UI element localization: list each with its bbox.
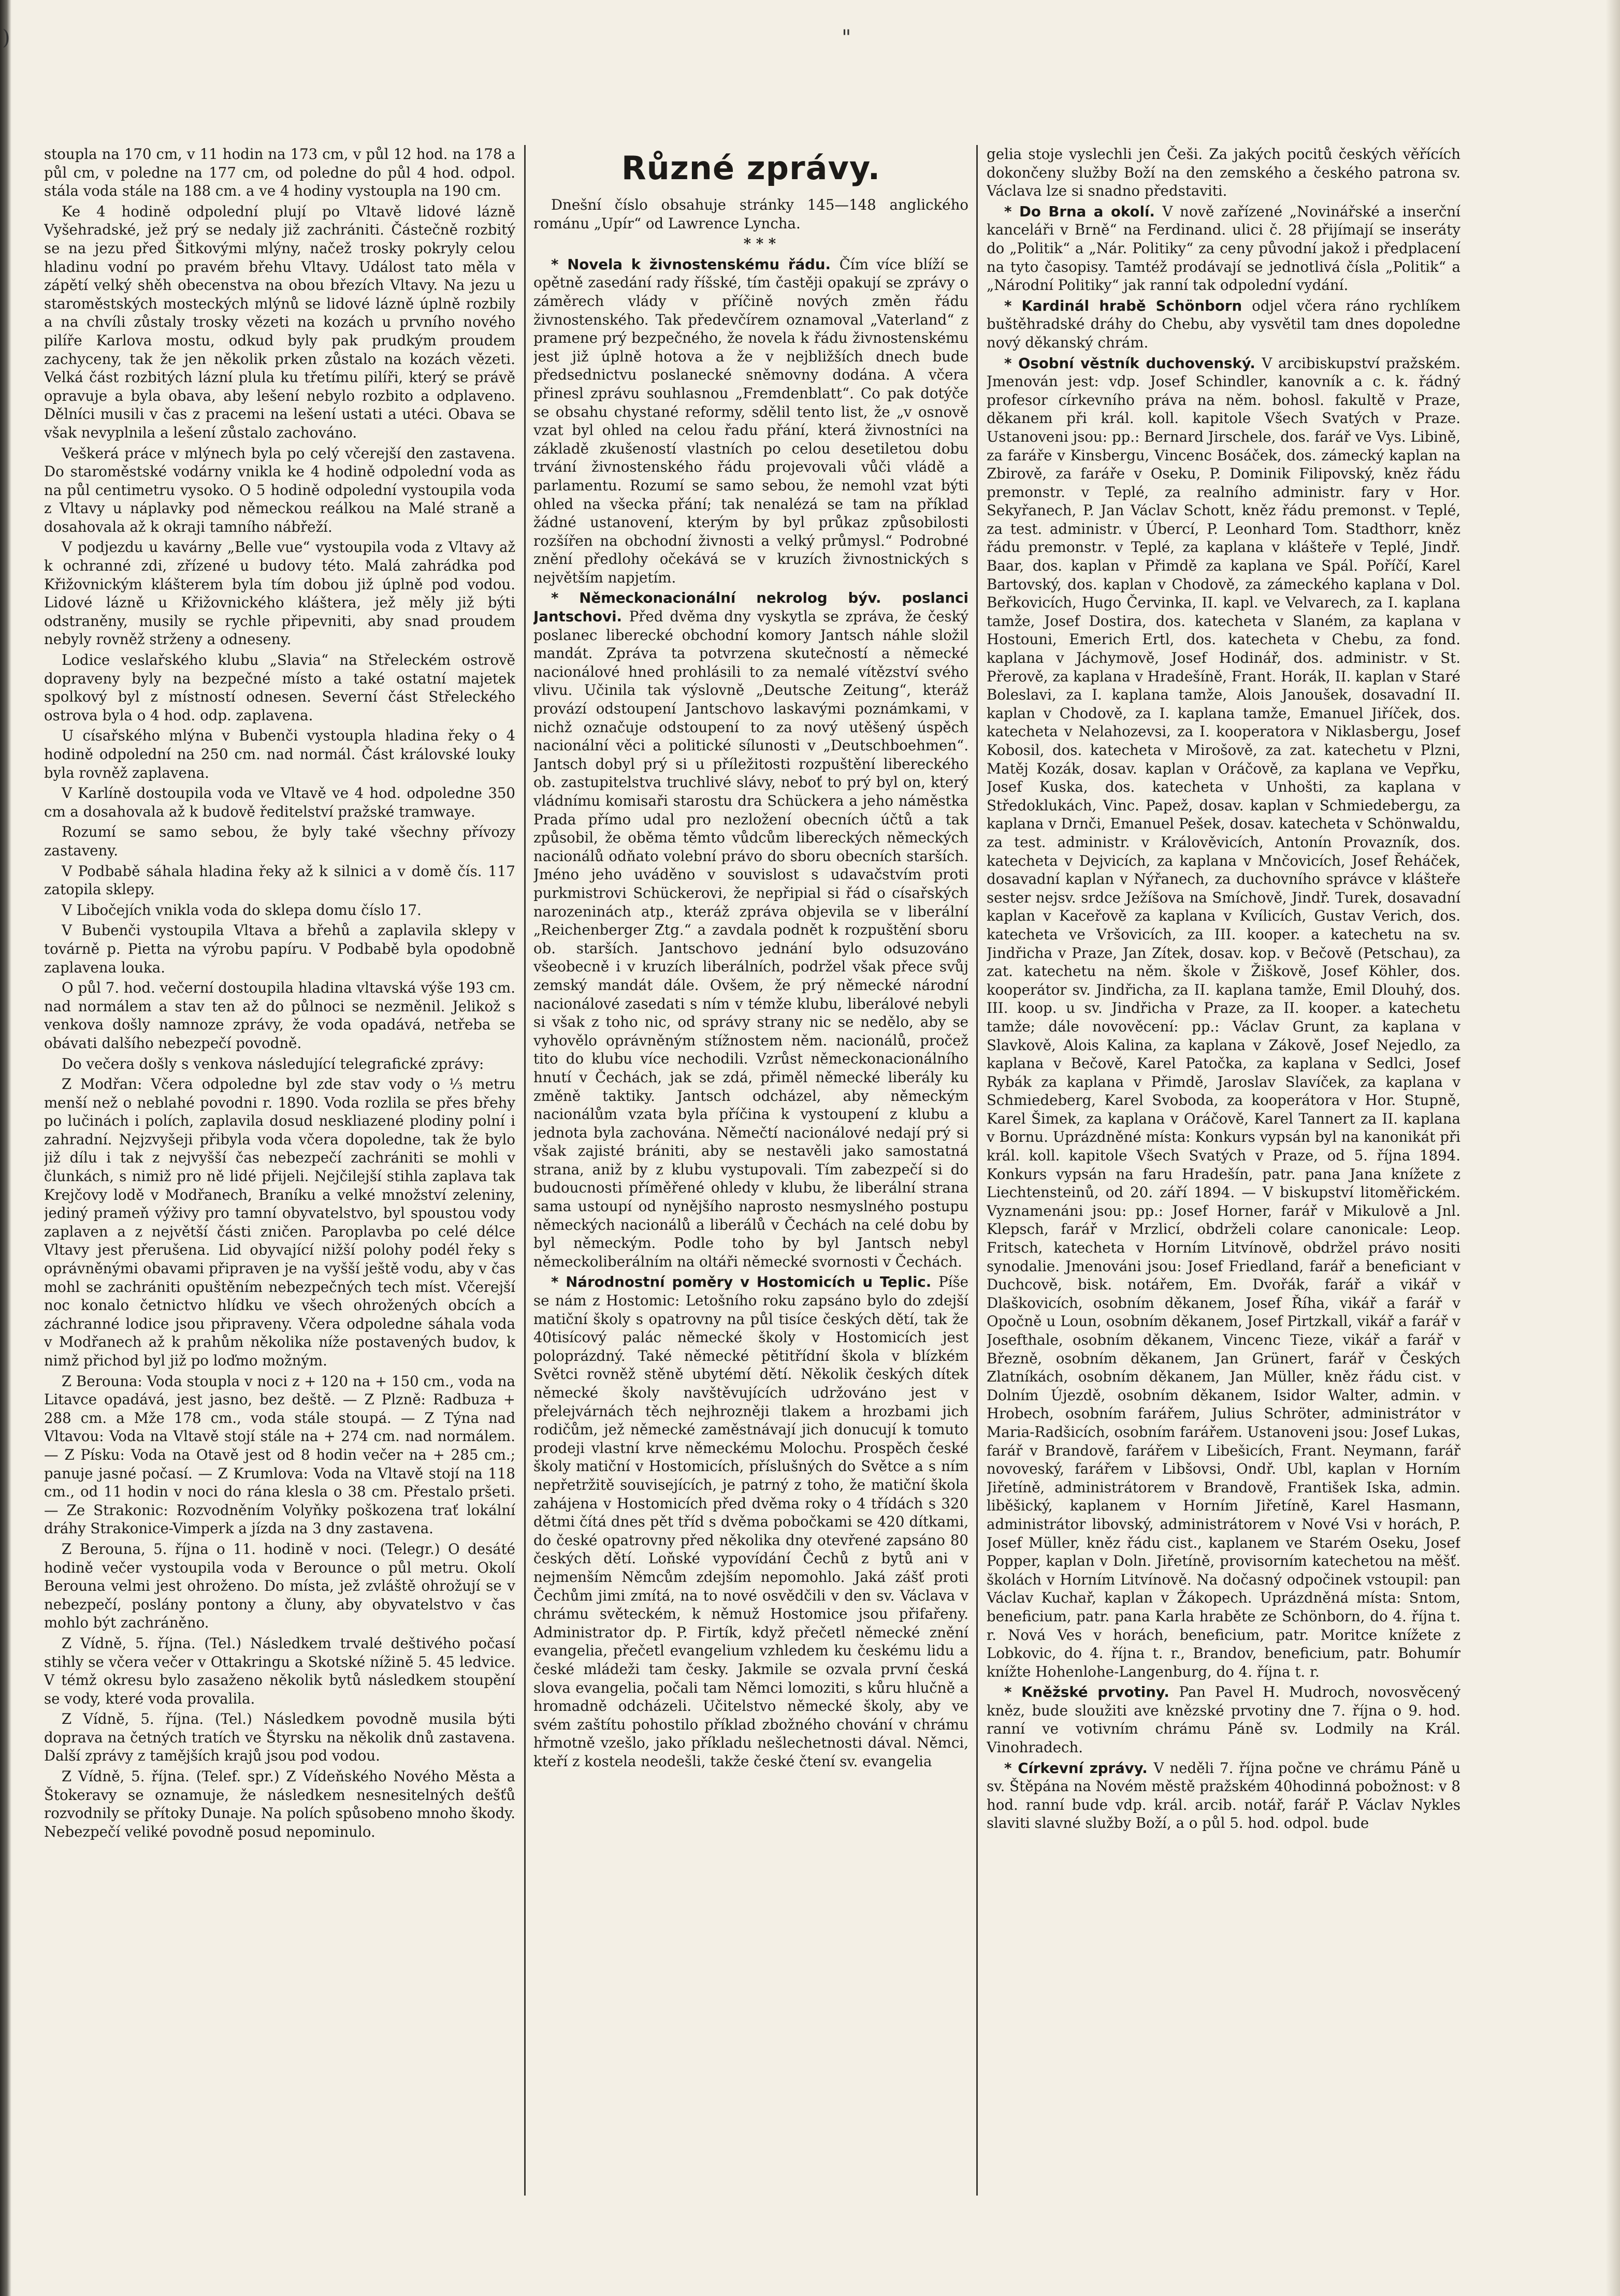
news-item-title: * Kněžské prvotiny. [1004,1683,1179,1701]
news-item [533,255,968,587]
news-item-text: V arcibiskupství pražském. Jmenován jest: vdp. Josef Schindler, kanovník a c. k. řádný profesor církevního práva na něm. bohosl. fakultě v Praze, děkanem při král. koll. kapitole Všech Svatých v Praze. Ustanoveni jsou: pp.: Bernard Jirschele, dos. farář ve Vys. Libině, za faráře v Kinsbergu, Vincenc Bosáček, dos. zámecký kaplan na Zbirově, za faráře v Oseku, P. Dominik Filipovský, kněz řádu premonstr. v Teplé, za realního administr. fary v Hor. Sekyřanech, P. Jan Václav Schott, kněz řádu premonst. v Teplé, za test. administr. v Úbercí, P. Leonhard Tom. Stadthorr, kněz řádu premonstr. v Teplé, za kaplana v klášteře v Teplé, Jindř. Baar, dos. kaplan v Přimdě za kaplana ve Spál. Poříčí, Karel Bartovský, dos. kaplan v Chodově, za zámeckého kaplana v Dol. Beřkovicích, Hugo Červinka, II. kapl. ve Velvarech, za I. kaplana tamže, Josef Dostira, dos. katecheta v Slaném, za kaplana v Hostouni, Emerich Ertl, dos. katecheta v Chebu, za fond. kaplana v Jáchymově, Josef Hodinář, dos. administr. v St. Přerově, za kaplana v Hradešíně, Frant. Horák, II. kaplan v Staré Boleslavi, za I. kaplana tamže, Alois Janoušek, dosavadní II. kaplan v Chodově, za I. kaplana tamže, Emanuel Jiříček, dos. katecheta v Nelahozevsi, za I. kooperatora v Niklasbergu, Josef Kobosil, dos. katecheta v Mirošově, za zat. katechetu v Plzni, Matěj Kozák, dosav. kaplan v Oráčově, za kaplana ve Vepřku, Josef Kuska, dos. katecheta v Unhošti, za kaplana v Středoklukách, Vinc. Papež, dosav. kaplan v Schmiedebergu, za kaplana v Drnči, Emanuel Pešek, dosav. katecheta v Schönwaldu, za test. administr. v Králověvicích, Antonín Provazník, dos. katecheta v Dejvicích, za kaplana v Mnčovicích, Josef Řeháček, dosavadní kaplan v Nýřanech, za duchovního správce v klášteře sester nejsv. srdce Ježíšova na Smíchově, Jindř. Turek, dosavadní kaplan v Kaceřově za kaplana v Kvílicích, Gustav Verich, dos. katecheta ve Vršovicích, za III. kooper. a katechetu na sv. Jindřicha v Praze, Jan Zítek, dosav. kop. v Bečově (Petschau), za zat. katechetu na něm. škole v Žiškově, Josef Köhler, dos. kooperátor sv. Jindřicha, za II. kaplana tamže, Emil Dlouhý, dos. III. koop. u sv. Jindřicha v Praze, za II. kooper. a katechetu tamže; dále novověcení: pp.: Václav Grunt, za kaplana v Slavkově, Alois Kalina, za kaplana v Zákově, Josef Nejedlo, za kaplana v Bečově, Karel Patočka, za kaplana v Sedlci, Josef Rybák za kaplana v Přimdě, Jaroslav Slavíček, za kaplana v Schmiedeberg, Karel Svoboda, za kooperátora v Hor. Stupně, Karel Šimek, za kaplana v Oráčově, Karel Tannert za II. kaplana v Bornu. Uprázdněné místa: Konkurs vypsán byl na kanonikát při král. koll. kapitole Všech Svatých v Praze, od 5. října 1894. Konkurs vypsán na faru Hradešín, patr. pana Jana knížete z Liechtensteinů, od 20. září 1894. — V biskupství litoměřickém. Vyznamenáni jsou: pp.: Josef Horner, farář v Mikulově a Jnl. Klepsch, farář v Mrzlicí, obdrželi colare canonicale: Leop. Fritsch, katecheta v Horním Litvínově, obdržel právo nositi synodalie. Jmenováni jsou: Josef Friedland, farář a beneficiant v Duchcově, bisk. notářem, Em. Dvořák, farář a vikář v Dlaškovicích, osobním děkanem, Josef Říha, vikář a farář v Opočně u Loun, osobním děkanem, Josef Pirtzkall, vikář a farář v Josefthale, osobním děkanem, Vincenc Tieze, vikář a farář v Březně, osobním děkanem, Jan Grünert, farář v Českých Zlatníkách, osobním děkanem, Jan Müller, kněz řádu cist. v Dolním Újezdě, osobním děkanem, Isidor Walter, admin. v Hrobech, osobním farářem, Julius Schröter, administrátor v Maria-Radšicích, osobním farářem. Ustanoveni jsou: Josef Lukas, farář v Brandově, farářem v Libešicích, Frant. Neymann, farář novoveský, farářem v Libšovsi, Ondř. Ubl, kaplan v Horním Jiřetíně, administrátorem v Brandově, František Iska, admin. liběšický, kaplanem v Horním Jiřetíně, Karel Hasmann, administrátor libovský, administrátorem v Nové Vsi v horách, P. Josef Müller, kněz řádu cist., kaplanem ve Starém Oseku, Josef Popper, kaplan v Doln. Jiřetíně, provisorním katechetou na měšť. školách v Horním Litvínově. Na dočasný odpočinek vstoupil: pan Václav Kuchař, kaplan v Žákopech. Uprázdněná místa: Sntom, beneficium, patr. pana Karla hraběte ze Schönborn, do 4. října t. r. Nová Ves v horách, beneficium, patr. Moritce knížete z Lobkovic, do 4. října t. r., Brandov, beneficium, patr. Bohumír knížte Hohenlohe-Langenburg, do 4. října t. r. [987,354,1460,1680]
flood-paragraph: Z Berouna: Voda stoupla v noci z + 120 na + 150 cm., voda na Litavce opadává, jest jasno, bez deště. — Z Plzně: Radbuza + 288 cm. a Mže 178 cm., voda stále stoupá. — Z Týna nad Vltavou: Voda na Vltavě stojí stále na + 274 cm. nad normálem. — Z Písku: Voda na Otavě jest od 8 hodin večer na + 285 cm.; panuje jasné počasí. — Z Krumlova: Voda na Vltavě stojí na 118 cm., od 11 hodin v noci do rána klesla o 38 cm. Přestalo pršeti. — Ze Strakonic: Rozvodněním Volyňky poškozena trať lokální dráhy Strakonice-Vimperk a jízda na 3 dny zastavena. [44,1372,515,1537]
separator-stars: * * * [743,235,776,253]
news-item-text: Před dvěma dny vyskytla se zpráva, že český poslanec liberecké obchodní komory Jantsch náhle složil mandát. Zpráva ta potvrzena skutečností a německé nacionálové hned prohlásili to za nemalé vítězství svého vlivu. Učinila tak výslovně „Deutsche Zeitung“, kteráž provází odstoupení Jantschovo laskavými poznámkami, v nichž označuje odstoupení to za nový utěšený úspěch nacionální věci a politické sílunosti v „Deutschboehmen“. Jantsch dobyl prý si u příležitosti rozpuštění libereckého ob. zastupitelstva truchlivé slávy, neboť to prý byl on, který vládnímu komisaři starostu dra Schückera a jeho náměstka Prada přímo udal pro nezložení obecních účtů a tak způsobil, že oběma těmto vůdcům libereckých německých nacionálů odňato volební právo do sboru obecních starších. Jméno jeho uváděno v souvislost s udavačstvím proti purkmistrovi Schückerovi, že nepřipial si řád o císařských narozeninách atp., kteráž zpráva objevila se v liberální „Reichenberger Ztg.“ a zavdala podnět k rozpuštění sboru ob. starších. Jantschovo jednání bylo odsuzováno všeobecně i v kruzích liberálních, podržel však přece svůj zemský mandát dále. Ovšem, že prý německé národní nacionálové zasedati s ním v témže klubu, liberálové nebyli si však z toho nic, od správy strany nic se nedělo, aby se vyhovělo oprávněným stížnostem něm. nacionálů, pročež tito do klubu více nechodili. Vzrůst německonacionálního hnutí v Čechách, jak se zdá, přiměl německé liberály ku změně taktiky. Jantsch odcházel, aby německým nacionálům vzata byla příčina k vystoupení z klubu a jednota byla zachována. Němečtí nacionálové nedají prý si však zajisté brániti, aby se nestavěli jako samostatná strana, aniž by z klubu vystupovali. Tím zabezpečí si do budoucnosti příměřené ohledy v klubu, že liberální strana sama ustoupí od nynějšího naprosto nesmyslného postupu německých nacionálů a liberálů v Čechách na celé dobu by byl německým. Podle toho by byl Jantsch nebyl německoliberálním na oltáři německé svornosti v Čechách. [533,608,968,1270]
news-item-text: Čím více blíží se opětně zasedání rady říšské, tím častěji opakují se zprávy o záměrech vlády v příčině nových změn řádu živnostenského. Tak předevčírem oznamoval „Vaterland“ z pramene prý bezpečného, že novela k řádu živnostenskému jest již úplně hotova a že v nejbližších dnech bude předsednictvu poslanecké sněmovny dodána. A včera přinesl zprávu souhlasnou „Fremdenblatt“. Co pak dotýče se obsahu chystané reformy, sdělil tento list, že „v osnově vzat byl ohled na celou řadu přání, která živnostníci na základě zkušeností vlastních po celou desetiletou dobu trvání živnostenského řádu projevovali vůči vládě a parlamentu. Rozumí se samo sebou, že nemohl vzat býti ohled na všecka přání; tak nenalézá se tam na příklad žádné ustanovení, kterým by byl průkaz způsobilosti rozšířen na obchodní živnosti a velký průmysl.“ Podrobné znění předlohy očekává se v kruzích živnostnických s největším napjetím. [533,255,968,586]
scan-edge-right [1605,0,1620,2296]
news-item-text: odjel včera ráno rychlíkem buštěhradské dráhy do Chebu, aby vysvětil tam dnes dopoledne nový děkanský chrám. [987,297,1460,351]
flood-paragraph: Veškerá práce v mlýnech byla po celý včerejší den zastavena. Do staroměstské vodárny vnikla ke 4 hodině odpolední voda as na půl centimetru vysoko. O 5 hodině odpolední vystoupila voda z Vltavy u náplavky pod německou reálkou na Malé straně a dosahovala až k okraji tamního nábřeží. [44,444,515,535]
news-item [987,354,1460,1681]
column-church-news [987,145,1460,2211]
flood-paragraph: V podjezdu u kavárny „Belle vue“ vystoupila voda z Vltavy až k ochranné zdi, zřízené u budovy této. Malá zahrádka pod Křižovnickým klášterem byla tím dobou již úplně pod vodou. Lidové lázně u Křižovnického kláštera, jež měly již býti odstraněny, musily se rychle připevniti, aby snad proudem nebyly rovněž strženy a odneseny. [44,539,515,648]
news-item [533,1273,968,1770]
flood-paragraph: V Karlíně dostoupila voda ve Vltavě ve 4 hod. odpoledne 350 cm a dosahovala až k budově ředitelství pražské tramwaye. [44,784,515,820]
news-item-text: Pan Pavel H. Mudroch, novosvěcený kněz, bude sloužiti ave knězské prvotiny dne 7. října o 9. hod. ranní ve votivním chrámu Páně sv. Lodmily na Král. Vinohradech. [987,1683,1460,1756]
news-item-title: * Národnostní poměry v Hostomicích u Teplic. [551,1273,939,1291]
flood-paragraph: Z Vídně, 5. října. (Tel.) Následkem povodně musila býti doprava na četných tratích ve Štyrsku na několik dnů zastavena. Další zprávy z tamějších krajů jsou pod vodou. [44,1710,515,1765]
news-item [987,297,1460,352]
scan-edge-left [0,0,11,2296]
flood-paragraph: U císařského mlýna v Bubenči vystoupla hladina řeky o 4 hodině odpolední na 250 cm. nad normál. Část královské louky byla rovněž zaplavena. [44,727,515,781]
flood-paragraph: V Podbabě sáhala hladina řeky až k silnici a v domě čís. 117 zatopila sklepy. [44,862,515,898]
news-item [987,202,1460,295]
flood-paragraph: Z Vídně, 5. října. (Tel.) Následkem trvalé deštivého počasí stihly se včera večer v Ottakringu a Skotské nížině 5. 45 ledvice. V témž okresu bylo zasaženo několik bytů následkem stoupění se vody, které voda provalila. [44,1634,515,1707]
flood-paragraph: Lodice veslařského klubu „Slavia“ na Střeleckém ostrově dopraveny byly na bezpečné místo a také ostatní majetek spolkový byl z místností odnesen. Severní část Střeleckého ostrova byla o 4 hod. odp. zaplavena. [44,651,515,724]
flood-paragraph: Do večera došly s venkova následující telegrafické zprávy: [62,1055,484,1072]
flood-paragraph: Ke 4 hodině odpolední plují po Vltavě lidové lázně Vyšehradské, jež prý se nedaly již zachrániti. Částečně rozbitý se na jezu před Šitkovými mlýny, načež trosky pokryly celou hladinu vodní po pravém břehu Vltavy. Událost tato měla v zápětí velký shěh obecenstva na obou březích Vltavy. Na jezu u staroměstských mosteckých mlýnů se lidové lázně úplně rozbily a na chvíli zůstaly trosky vězeti na kozách u prvního nového pilíře Karlova mostu, odkud byly pak prudkým proudem zachyceny, tak že jen několik prken zůstalo na kozách vězeti. Velká část rozbitých lázní plula ku třetímu pilíři, který se právě opravuje a byla obava, aby lešení nebylo rozbito a odplaveno. Dělníci musili v čas z pracemi na lešení ustati a utéci. Obava se však nevyplnila a lešení zůstalo zachováno. [44,202,515,441]
news-item-title: * Kardinál hrabě Schönborn [1004,297,1252,314]
flood-paragraph: V Libočejích vnikla voda do sklepa domu číslo 17. [62,901,422,919]
news-item-title: * Německonacionální nekrolog býv. poslanci Jantschovi. [533,589,968,626]
news-item-text: V neděli 7. října počne ve chrámu Páně u sv. Štěpána na Novém městě pražském 40hodinná pobožnost: v 8 hod. ranní bude vdp. král. arcib. notář, farář P. Václav Nykles slaviti slavné služby Boží, a o půl 5. hod. odpol. bude [987,1759,1460,1832]
flood-paragraph: Z Berouna, 5. října o 11. hodině v noci. (Telegr.) O desáté hodině večer vystoupila voda v Berounce o půl metru. Okolí Berouna velmi jest ohroženo. Do místa, jež zvláště ohrožují se v nebezpečí, poslány pontony a čluny, aby obyvatelstvo v čas mohlo být zachráněno. [44,1540,515,1632]
column-rule [976,145,978,2196]
flood-paragraph: Z Vídně, 5. října. (Telef. spr.) Z Vídeňského Nového Města a Štokeravy se oznamuje, že následkem nesnesitelných dešťů rozvodnily se přítoky Dunaje. Na polích spůsobeno mnoho škody. Nebezpečí veliké povodně posud nepominulo. [44,1768,515,1840]
flood-paragraph: stoupla na 170 cm, v 11 hodin na 173 cm, v půl 12 hod. na 178 a půl cm, v poledne na 177 cm, od poledne do půl 4 hod. odpol. stála voda stále na 188 cm. a ve 4 hodiny vystoupla na 190 cm. [44,146,515,200]
column-flood-reports [44,145,515,2211]
news-item [987,1683,1460,1756]
flood-paragraph: V Bubenči vystoupila Vltava a břehů a zaplavila sklepy v továrně p. Pietta na výrobu papíru. V Podbabě byla opodobně zaplavena louka. [44,922,515,976]
flood-paragraph: Rozumí se samo sebou, že byly také všechny přívozy zastaveny. [44,823,515,859]
news-item [533,589,968,1271]
news-item-text: Píše se nám z Hostomic: Letošního roku zapsáno bylo do zdejší matiční školy s opatrovny na půl tisíce českých dětí, tak že 40tisícový palác německé školy v Hostomicích jest poloprázdný. Také německé pětitřídní škola v blízkém Světci rovněž stěně ubytémí dětí. Několik českých dítek německé školy navštěvujících udržováno jest v přelejvárnách těch nejhrozněji tlakem a hrozbami jich rodičům, jež německé zaměstnávají jich donucují k tomuto prodeji vlastní krve německému Molochu. Prospěch české školy matiční v Hostomicích, příslušných do Světce a s ním nepřetržitě souvisejících, je patrný z toho, že matiční škola zahájena v Hostomicích před dvěma roky o 4 třídách s 320 dětmi čítá dnes pět tříd s dvěma pobočkami se 420 dítkami, do české opatrovny před několika dny otevřené zapsáno 80 českých dětí. Loňské vypovídání Čechů z bytů ani v nejmenším Němcům zdejším nepomohlo. Jaká zášť proti Čechům jimi zmítá, na to nové osvědčili v den sv. Václava v chrámu světeckém, k němuž Hostomice jsou přifařeny. Administrator dp. P. Firtík, když přečetl německé znění evangelia, přečetl evangelium vzhledem ku českému lidu a české mládeži tam česky. Jakmile se ozvala první česká slova evangelia, počali tam Němci lomoziti, s kůru hlučně a hromadně odcházeli. Učitelstvo německé školy, aby ve svém zaštítu pohostilo příklad zbožného chování v chrámu hřmotně vzešlo, jako příkladu nešlechetnosti dával. Němci, kteří z kostela neodešli, takže české čtení sv. evangelia [533,1273,968,1770]
top-corner-mark: ) [2,26,10,50]
continued-paragraph: gelia stoje vyslechli jen Češi. Za jakých pocitů českých věřících dokončeny služby Boží na den zemského a českého patrona sv. Václava lze si snadno představiti. [987,146,1460,200]
news-item-text: V nově zařízené „Novinářské a inserční kanceláři v Brně“ na Ferdinand. ulici č. 28 přijímají se inseráty do „Politik“ a „Nár. Politiky“ za ceny původní jakož i předplacení na tyto časopisy. Tamtéž prodávají se jednotlivá čísla „Politik“ a „Národní Politiky“ jak ranní tak odpolední vydání. [987,202,1460,294]
news-item [987,1759,1460,1833]
flood-paragraph: Z Modřan: Včera odpoledne byl zde stav vody o ⅓ metru menší než o neblahé povodni r. 1890. Voda rozlila se přes břehy po lučinách i polích, zaplavila dosud neskliazené plodiny polní i zahradní. Nejzvyšeji přibyla voda včera dopoledne, tak že bylo již dílu i tak z nejvyšší čas nebezpečí zachrániti se mohli v člunkách, s nimiž pro ně lidé přijeli. Nejčilejší stihla zaplava tak Krejčovy lodě v Modřanech, Braníku a velké množství zeleniny, jediný prameň výživy pro tamní obyvatelstvo, byl spoustou vody zaplaven a z největší části zničen. Paroplavba po celé délce Vltavy jest přerušena. Lid obyvající nižší polohy podél řeky s oprávněnými obavami připraven je na vyšší ještě vodu, aby v čas mohl se zachrániti opuštěním nebezpečných tech míst. Včerejší noc konalo četnictvo hlídku ve všech ohrožených obcích a záchranné lodice jsou připraveny. Včera odpoledne sáhala voda v Modřanech až k prahům několika níže postavených budov, k nimž přichod byl již po loďmo možným. [44,1076,515,1369]
top-center-mark: " [842,26,851,50]
column-rule [524,145,526,2196]
intro-paragraph: Dnešní číslo obsahuje stránky 145—148 anglického románu „Upír“ od Lawrence Lyncha. [533,196,968,232]
news-item-title: * Novela k živnostenskému řádu. [551,255,840,273]
section-heading: Různé zprávy. [621,149,881,187]
flood-paragraph: O půl 7. hod. večerní dostoupila hladina vltavská výše 193 cm. nad normálem a stav ten až do půlnoci se nezměnil. Jelikož s venkova došly namnoze zprávy, že voda opadává, netřeba se obávati dalšího nebezpečí povodně. [44,979,515,1052]
column-various-news [533,145,968,2211]
news-item-title: * Církevní zprávy. [1004,1759,1154,1777]
news-item-title: * Do Brna a okolí. [1004,202,1163,220]
news-item-title: * Osobní věstník duchovenský. [1004,354,1262,372]
